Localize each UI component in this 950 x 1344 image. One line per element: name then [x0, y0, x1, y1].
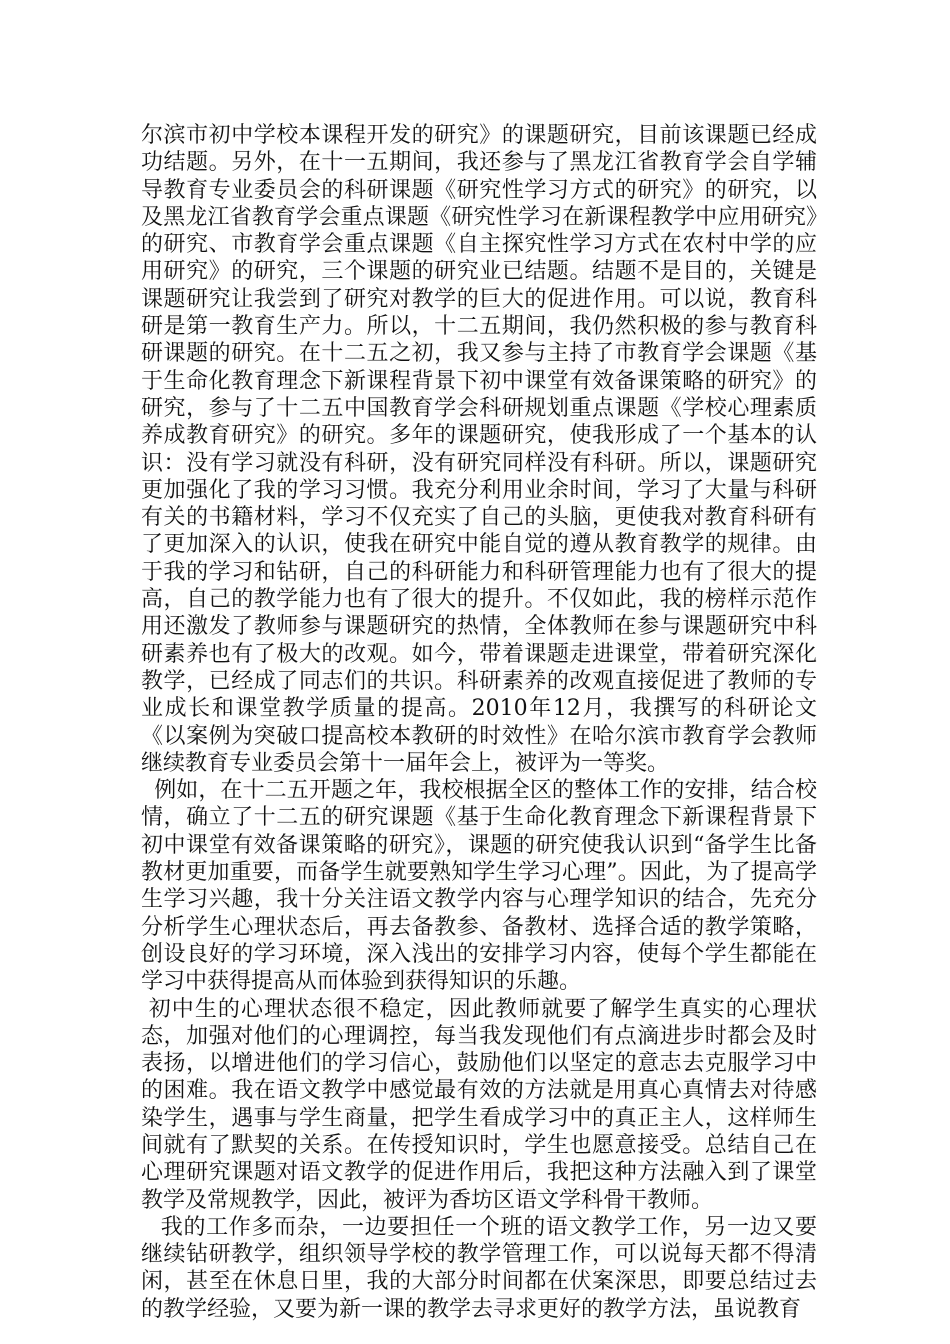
paragraph-2: 例如，在十二五开题之年，我校根据全区的整体工作的安排，结合校情，确立了十二五的研究课题《基于生命化教育理念下新课程背景下初中课堂有效备课策略的研究》，课题的研究使我认识到“备学生比备教材更加重要，而备学生就要熟知学生学习心理”。因此，为了提高学生学习兴趣，我十分关注语文教学内容与心理学知识的结合，先充分分析学生心理状态后，再去备教参、备教材、选择合适的教学策略，创设良好的学习环境，深入浅出的安排学习内容，使每个学生都能在学习中获得提高从而体验到获得知识的乐趣。 — [141, 778, 817, 995]
paragraph-1: 尔滨市初中学校本课程开发的研究》的课题研究，目前该课题已经成功结题。另外，在十一五期间，我还参与了黑龙江省教育学会自学辅导教育专业委员会的科研课题《研究性学习方式的研究》的研究，以及黑龙江省教育学会重点课题《研究性学习在新课程教学中应用研究》的研究、市教育学会重点课题《自主探究性学习方式在农村中学的应用研究》的研究，三个课题的研究业已结题。结题不是目的，关键是课题研究让我尝到了研究对教学的巨大的促进作用。可以说，教育科研是第一教育生产力。所以，十二五期间，我仍然积极的参与教育科研课题的研究。在十二五之初，我又参与主持了市教育学会课题《基于生命化教育理念下新课程背景下初中课堂有效备课策略的研究》的研究，参与了十二五中国教育学会科研规划重点课题《学校心理素质养成教育研究》的研究。多年的课题研究，使我形成了一个基本的认识：没有学习就没有科研，没有研究同样没有科研。所以，课题研究更加强化了我的学习习惯。我充分利用业余时间，学习了大量与科研有关的书籍材料，学习不仅充实了自己的头脑，更使我对教育科研有了更加深入的认识，使我在研究中能自觉的遵从教育教学的规律。由于我的学习和钻研，自己的科研能力和科研管理能力也有了很大的提高，自己的教学能力也有了很大的提升。不仅如此，我的榜样示范作用还激发了教师参与课题研究的热情，全体教师在参与课题研究中科研素养也有了极大的改观。如今，带着课题走进课堂，带着研究深化教学，已经成了同志们的共识。科研素养的改观直接促进了教师的专业成长和课堂教学质量的提高。2010年12月，我撰写的科研论文《以案例为突破口提高校本教研的时效性》在哈尔滨市教育学会教师继续教育专业委员会第十一届年会上，被评为一等奖。 — [141, 123, 817, 776]
document-page — [141, 122, 817, 1323]
paragraph-3: 初中生的心理状态很不稳定，因此教师就要了解学生真实的心理状态，加强对他们的心理调控，每当我发现他们有点滴进步时都会及时表扬，以增进他们的学习信心，鼓励他们以坚定的意志去克服学习中的困难。我在语文教学中感觉最有效的方法就是用真心真情去对待感染学生，遇事与学生商量，把学生看成学习中的真正主人，这样师生间就有了默契的关系。在传授知识时，学生也愿意接受。总结自己在心理研究课题对语文教学的促进作用后，我把这种方法融入到了课堂教学及常规教学，因此，被评为香坊区语文学科骨干教师。 — [141, 996, 817, 1213]
paragraph-4: 我的工作多而杂，一边要担任一个班的语文教学工作，另一边又要继续钻研教学，组织领导学校的教学管理工作，可以说每天都不得清闲，甚至在休息日里，我的大部分时间都在伏案深思，即要总结过去的教学经验，又要为新一课的教学去寻求更好的教学方法，虽说教育 — [141, 1214, 817, 1322]
